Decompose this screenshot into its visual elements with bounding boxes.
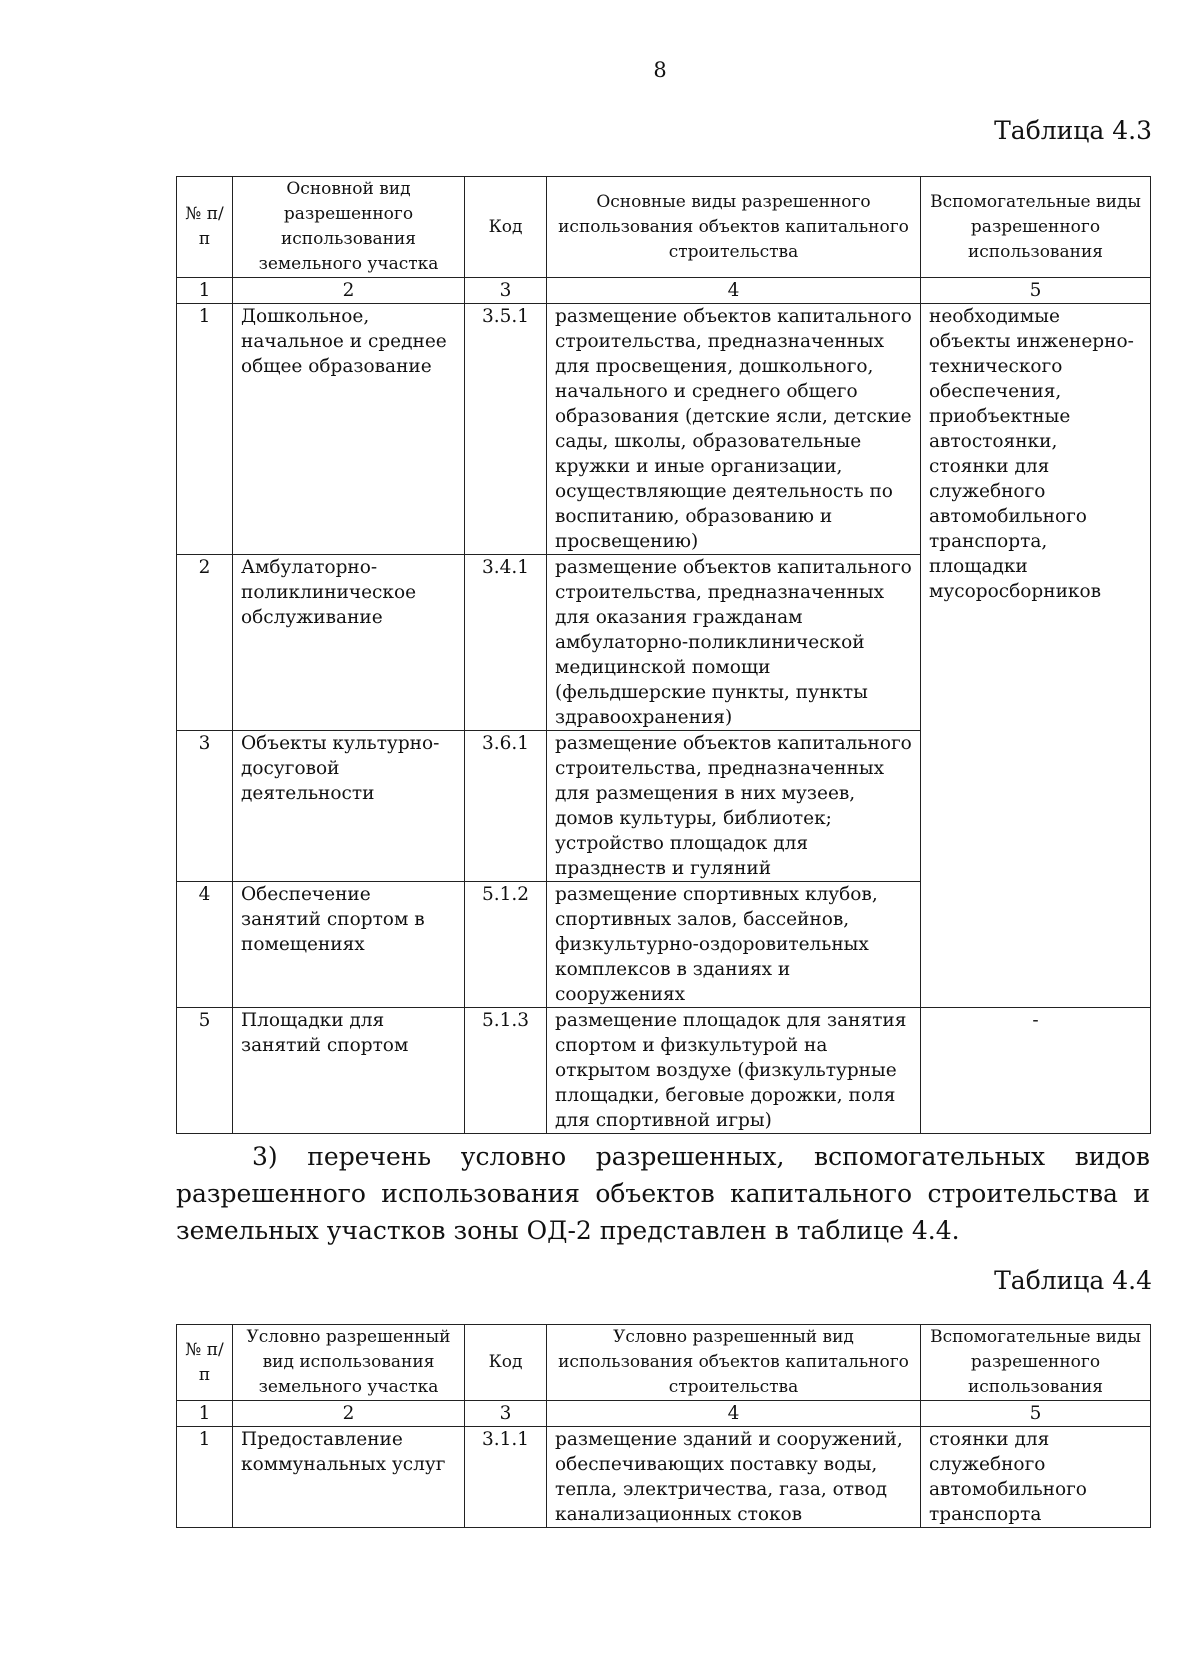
land-use-type: Дошкольное, начальное и среднее общее образование (233, 304, 465, 555)
use-description: размещение площадок для занятия спортом и физкультурой на открытом воздухе (физкультурные площадки, беговые дорожки, поля для спортивной игры) (547, 1008, 921, 1134)
land-use-type: Обеспечение занятий спортом в помещениях (233, 882, 465, 1008)
row-number: 1 (177, 1427, 233, 1528)
row-number: 2 (177, 555, 233, 731)
use-description: размещение объектов капитального строительства, предназначенных для оказания гражданам амбулаторно-поликлинической медицинской помощи (фельдшерские пункты, пункты здравоохранения) (547, 555, 921, 731)
table-row (177, 1008, 1151, 1134)
row-number: 5 (177, 1008, 233, 1134)
use-code: 3.5.1 (465, 304, 547, 555)
column-number: 4 (547, 1401, 921, 1427)
header-cell: Условно разрешенный вид использования объектов капитального строительства (547, 1325, 921, 1401)
header-cell: Код (465, 1325, 547, 1401)
land-use-type: Объекты культурно-досуговой деятельности (233, 731, 465, 882)
row-number: 3 (177, 731, 233, 882)
use-code: 5.1.3 (465, 1008, 547, 1134)
use-code: 3.4.1 (465, 555, 547, 731)
table-4-4-caption: Таблица 4.4 (994, 1266, 1152, 1295)
use-code: 3.1.1 (465, 1427, 547, 1528)
header-cell: Код (465, 177, 547, 278)
column-number: 2 (233, 278, 465, 304)
column-number: 4 (547, 278, 921, 304)
column-number: 3 (465, 278, 547, 304)
column-number: 1 (177, 278, 233, 304)
column-number: 3 (465, 1401, 547, 1427)
header-cell: Условно разрешенный вид использования земельного участка (233, 1325, 465, 1401)
column-number: 1 (177, 1401, 233, 1427)
table-header-row (177, 177, 1151, 278)
column-number: 5 (921, 1401, 1151, 1427)
header-cell: Вспомогательные виды разрешенного использования (921, 1325, 1151, 1401)
column-number-row (177, 1401, 1151, 1427)
column-number: 5 (921, 278, 1151, 304)
header-cell: Вспомогательные виды разрешенного использования (921, 177, 1151, 278)
row-number: 4 (177, 882, 233, 1008)
page-number: 8 (653, 58, 667, 82)
land-use-type: Предоставление коммунальных услуг (233, 1427, 465, 1528)
use-description: размещение объектов капитального строительства, предназначенных для просвещения, дошкольного, начального и среднего общего образования (детские ясли, детские сады, школы, образовательные кружки и иные организации, осуществляющие деятельность по воспитанию, образованию и просвещению) (547, 304, 921, 555)
table-header-row (177, 1325, 1151, 1401)
table-4-3 (176, 176, 1151, 1134)
use-description: размещение спортивных клубов, спортивных залов, бассейнов, физкультурно-оздоровительных комплексов в зданиях и сооружениях (547, 882, 921, 1008)
table-row (177, 304, 1151, 555)
row-number: 1 (177, 304, 233, 555)
column-number: 2 (233, 1401, 465, 1427)
auxiliary-uses: - (921, 1008, 1151, 1134)
table-row (177, 1427, 1151, 1528)
auxiliary-uses: стоянки для служебного автомобильного транспорта (921, 1427, 1151, 1528)
land-use-type: Площадки для занятий спортом (233, 1008, 465, 1134)
use-code: 5.1.2 (465, 882, 547, 1008)
use-description: размещение объектов капитального строительства, предназначенных для размещения в них музеев, домов культуры, библиотек; устройство площадок для празднеств и гуляний (547, 731, 921, 882)
table-4-3-caption: Таблица 4.3 (994, 116, 1152, 145)
header-cell: № п/п (177, 1325, 233, 1401)
use-description: размещение зданий и сооружений, обеспечивающих поставку воды, тепла, электричества, газа, отвод канализационных стоков (547, 1427, 921, 1528)
header-cell: Основные виды разрешенного использования объектов капитального строительства (547, 177, 921, 278)
land-use-type: Амбулаторно-поликлиническое обслуживание (233, 555, 465, 731)
header-cell: Основной вид разрешенного использования земельного участка (233, 177, 465, 278)
header-cell: № п/п (177, 177, 233, 278)
body-paragraph: 3) перечень условно разрешенных, вспомогательных видов разрешенного использования объектов капитального строительства и земельных участков зоны ОД-2 представлен в таблице 4.4. (176, 1142, 1150, 1245)
auxiliary-uses: необходимые объекты инженерно-технического обеспечения, приобъектные автостоянки, стоянки для служебного автомобильного транспорта, площадки мусоросборников (921, 304, 1151, 1008)
table-4-4 (176, 1324, 1151, 1528)
column-number-row (177, 278, 1151, 304)
use-code: 3.6.1 (465, 731, 547, 882)
